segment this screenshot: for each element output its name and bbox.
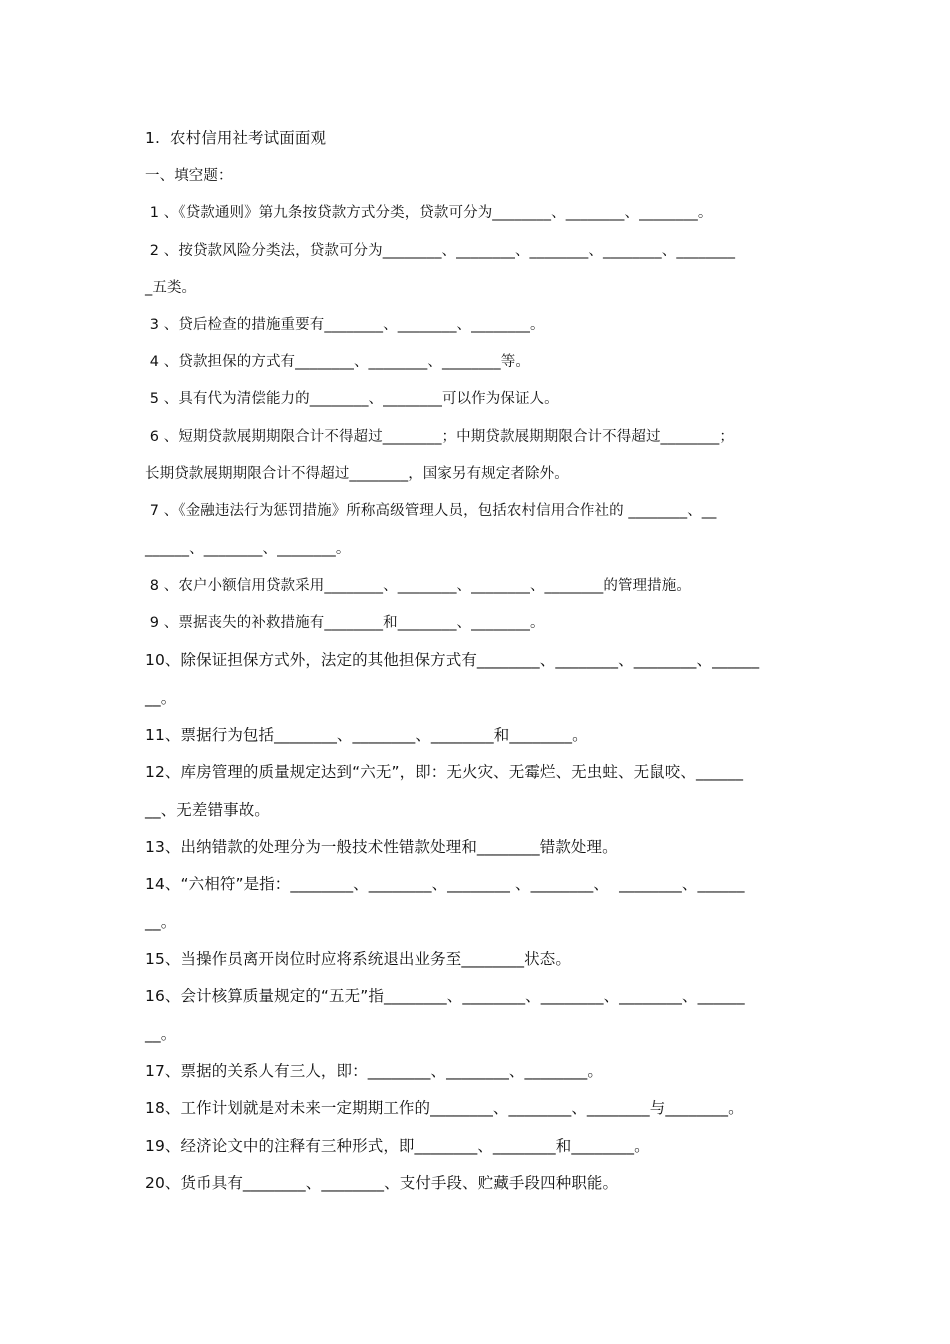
question-line-20: 20、货币具有________、________、支付手段、贮藏手段四种职能。 bbox=[145, 1174, 619, 1192]
question-line-6: 6 、短期贷款展期期限合计不得超过________；中期贷款展期期限合计不得超过________； bbox=[145, 429, 734, 445]
section-heading: 一、填空题： bbox=[145, 168, 233, 184]
question-line-8: 8 、农户小额信用贷款采用________、________、________、________的管理措施。 bbox=[145, 578, 691, 594]
question-line-2-cont: _五类。 bbox=[145, 280, 197, 296]
question-line-17: 17、票据的关系人有三人，即：________、________、________。 bbox=[145, 1062, 603, 1080]
question-line-14: 14、“六相符”是指：________、________、________ 、________、 ________、______ bbox=[145, 875, 745, 893]
document-title bbox=[145, 128, 810, 148]
question-line-10-cont: __。 bbox=[145, 689, 177, 707]
question-line-12-cont: __、无差错事故。 bbox=[145, 801, 270, 819]
question-line-10: 10、除保证担保方式外，法定的其他担保方式有________、________、________、______ bbox=[145, 651, 760, 669]
question-line-4: 4 、贷款担保的方式有________、________、________等。 bbox=[145, 354, 530, 370]
question-line-1: 1 、《贷款通则》第九条按贷款方式分类，贷款可分为________、________、________。 bbox=[145, 205, 713, 221]
question-line-16: 16、会计核算质量规定的“五无”指________、________、________、________、______ bbox=[145, 987, 745, 1005]
question-line-3: 3 、贷后检查的措施重要有________、________、________。 bbox=[145, 317, 545, 333]
question-line-11: 11、票据行为包括________、________、________和________。 bbox=[145, 726, 588, 744]
question-line-19: 19、经济论文中的注释有三种形式，即________、________和________。 bbox=[145, 1137, 650, 1155]
question-line-12: 12、库房管理的质量规定达到“六无”，即：无火灾、无霉烂、无虫蛀、无鼠咬、______ bbox=[145, 763, 744, 781]
question-line-5: 5 、具有代为清偿能力的________、________可以作为保证人。 bbox=[145, 391, 559, 407]
question-line-15: 15、当操作员离开岗位时应将系统退出业务至________状态。 bbox=[145, 950, 571, 968]
question-line-13: 13、出纳错款的处理分为一般技术性错款处理和________错款处理。 bbox=[145, 838, 618, 856]
question-line-6-cont: 长期贷款展期期限合计不得超过________，国家另有规定者除外。 bbox=[145, 466, 569, 482]
title-number: 1. bbox=[145, 129, 160, 147]
question-line-2: 2 、按贷款风险分类法，贷款可分为________、________、________、________、________ bbox=[145, 243, 736, 259]
question-line-18: 18、工作计划就是对未来一定期期工作的________、________、________与________。 bbox=[145, 1099, 744, 1117]
question-line-16-cont: __。 bbox=[145, 1025, 177, 1043]
title-text: 农村信用社考试面面观 bbox=[160, 129, 327, 147]
question-line-14-cont: __。 bbox=[145, 913, 177, 931]
question-line-7: 7 、《金融违法行为惩罚措施》所称高级管理人员，包括农村信用合作社的 ________、__ bbox=[145, 503, 717, 519]
question-line-7-cont: ______、________、________。 bbox=[145, 541, 351, 557]
question-line-9: 9 、票据丧失的补救措施有________和________、________。 bbox=[145, 615, 545, 631]
